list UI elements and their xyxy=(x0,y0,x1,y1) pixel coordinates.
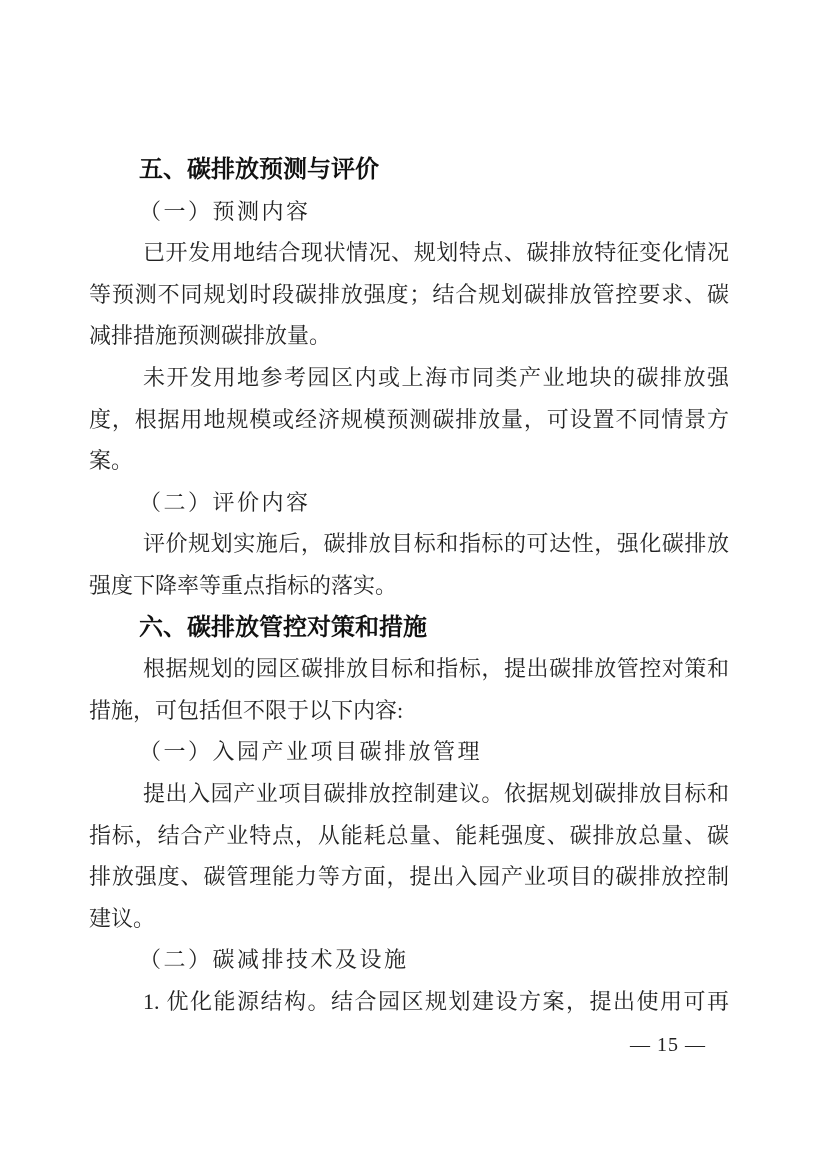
paragraph-line: 建议。 xyxy=(89,905,156,931)
page-number: — 15 — xyxy=(630,1034,706,1056)
paragraph-line: 提出入园产业项目碳排放控制建议。依据规划碳排放目标和 xyxy=(143,780,729,806)
subsection-heading: （二）碳减排技术及设施 xyxy=(139,947,409,973)
section-heading-six: 六、碳排放管控对策和措施 xyxy=(139,613,427,641)
paragraph xyxy=(89,523,729,606)
paragraph-line: 减排措施预测碳排放量。 xyxy=(89,323,332,349)
paragraph-line: 1. 优化能源结构。结合园区规划建设方案，提出使用可再 xyxy=(143,988,729,1014)
subsection-heading: （二）评价内容 xyxy=(139,489,311,515)
paragraph-line: 评价规划实施后，碳排放目标和指标的可达性，强化碳排放 xyxy=(143,531,729,557)
text-content xyxy=(89,149,729,1022)
paragraph xyxy=(89,648,729,731)
paragraph xyxy=(89,773,729,939)
paragraph xyxy=(89,232,729,357)
section-heading-five: 五、碳排放预测与评价 xyxy=(139,156,379,183)
paragraph-line: 等预测不同规划时段碳排放强度；结合规划碳排放管控要求、碳 xyxy=(89,281,729,307)
paragraph-line: 未开发用地参考园区内或上海市同类产业地块的碳排放强 xyxy=(143,364,729,390)
paragraph-line: 强度下降率等重点指标的落实。 xyxy=(89,572,398,598)
paragraph xyxy=(89,357,729,482)
subsection-heading: （一）预测内容 xyxy=(139,198,311,224)
subsection-heading: （一）入园产业项目碳排放管理 xyxy=(139,739,483,765)
paragraph-line: 指标，结合产业特点，从能耗总量、能耗强度、碳排放总量、碳 xyxy=(89,822,729,848)
paragraph-line: 已开发用地结合现状情况、规划特点、碳排放特征变化情况 xyxy=(143,240,729,266)
paragraph xyxy=(89,981,729,1023)
paragraph-line: 措施，可包括但不限于以下内容: xyxy=(89,697,404,723)
paragraph-line: 案。 xyxy=(89,448,134,474)
paragraph-line: 根据规划的园区碳排放目标和指标，提出碳排放管控对策和 xyxy=(143,656,729,682)
paragraph-line: 度，根据用地规模或经济规模预测碳排放量，可设置不同情景方 xyxy=(89,406,729,432)
paragraph-line: 排放强度、碳管理能力等方面，提出入园产业项目的碳排放控制 xyxy=(89,864,729,890)
